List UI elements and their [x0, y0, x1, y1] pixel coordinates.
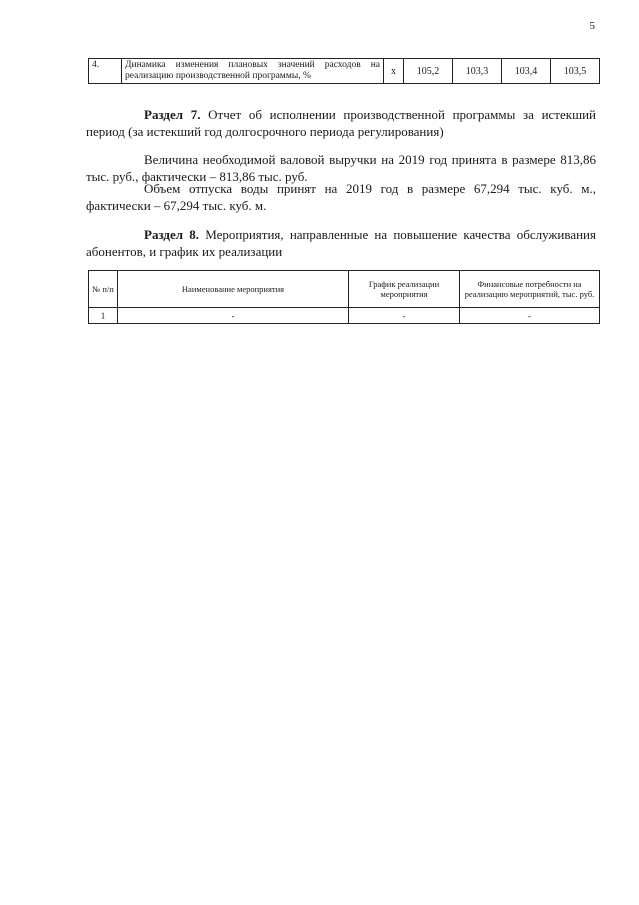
section-7-label: Раздел 7.: [144, 107, 201, 122]
table-row: [89, 308, 600, 324]
section-7: [86, 106, 596, 140]
revenue-paragraph: Величина необходимой валовой выручки на 2019 год принята в размере 813,86 тыс. руб., фактически – 813,86 тыс. руб.: [86, 152, 596, 184]
header-schedule: График реализации мероприятия: [349, 271, 460, 308]
value-cell: 103,4: [501, 59, 550, 84]
section-7-text: Отчет об исполнении производственной программы за истекший период (за истекший год долгосрочного периода регулирования): [86, 107, 596, 139]
cell-number: 1: [89, 308, 118, 324]
header-number: № п/п: [89, 271, 118, 308]
section-8-text: Мероприятия, направленные на повышение качества обслуживания абонентов, и график их реализации: [86, 227, 596, 259]
header-measure-name: Наименование мероприятия: [118, 271, 349, 308]
value-cell: 103,3: [452, 59, 501, 84]
measures-table: [88, 270, 600, 324]
cell-measure-name: -: [118, 308, 349, 324]
cell-schedule: -: [349, 308, 460, 324]
value-cell: 103,5: [550, 59, 599, 84]
row-description: Динамика изменения плановых значений расходов на реализацию производственной программы, %: [122, 59, 384, 84]
section-8-label: Раздел 8.: [144, 227, 200, 242]
table-row: [89, 59, 600, 84]
row-number: 4.: [89, 59, 122, 84]
value-cell: x: [384, 59, 404, 84]
header-financial-needs: Финансовые потребности на реализацию мероприятий, тыс. руб.: [460, 271, 600, 308]
value-cell: 105,2: [403, 59, 452, 84]
table-header-row: [89, 271, 600, 308]
section-8: [86, 226, 596, 260]
plan-dynamics-table: [88, 58, 600, 84]
cell-financial-needs: -: [460, 308, 600, 324]
page-number: 5: [589, 20, 595, 32]
water-volume-paragraph: Объем отпуска воды принят на 2019 год в размере 67,294 тыс. куб. м., фактически – 67,294 тыс. куб. м.: [86, 181, 596, 213]
